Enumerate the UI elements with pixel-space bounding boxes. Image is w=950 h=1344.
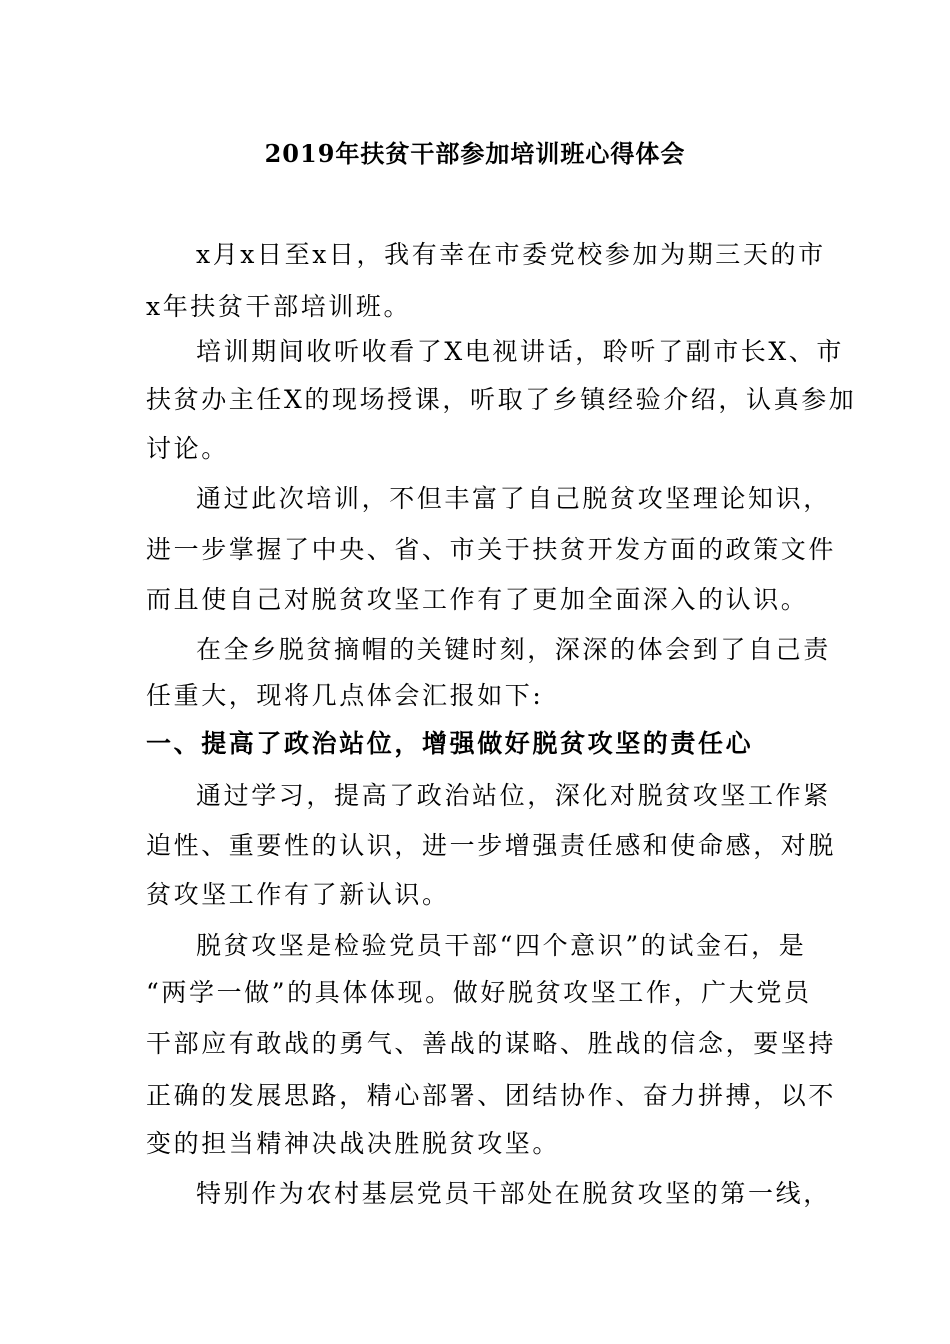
paragraph-line: 干部应有敢战的勇气、善战的谋略、胜战的信念，要坚持 bbox=[146, 1029, 837, 1058]
paragraph-line: 通过此次培训，不但丰富了自己脱贫攻坚理论知识， bbox=[196, 484, 831, 513]
paragraph-line: 讨论。 bbox=[146, 434, 229, 463]
paragraph-line: x月x日至x日，我有幸在市委党校参加为期三天的市 bbox=[196, 240, 826, 269]
paragraph-line: 正确的发展思路，精心部署、团结协作、奋力拼搏，以不 bbox=[146, 1081, 837, 1110]
paragraph-line: x年扶贫干部培训班。 bbox=[146, 292, 412, 321]
paragraph-line: 贫攻坚工作有了新认识。 bbox=[146, 880, 450, 909]
paragraph-line: 迫性、重要性的认识，进一步增强责任感和使命感，对脱 bbox=[146, 831, 837, 860]
paragraph-line: 特别作为农村基层党员干部处在脱贫攻坚的第一线， bbox=[196, 1179, 831, 1208]
paragraph-line: 脱贫攻坚是检验党员干部“四个意识”的试金石，是 bbox=[196, 931, 807, 960]
paragraph-line: 任重大，现将几点体会汇报如下: bbox=[146, 681, 544, 710]
paragraph-line: 培训期间收听收看了X电视讲话，聆听了副市长X、市 bbox=[196, 337, 844, 366]
document-title: 2019年扶贫干部参加培训班心得体会 bbox=[264, 139, 686, 168]
paragraph-line: 进一步掌握了中央、省、市关于扶贫开发方面的政策文件 bbox=[146, 535, 837, 564]
paragraph-line: “两学一做”的具体体现。做好脱贫攻坚工作，广大党员 bbox=[146, 978, 812, 1007]
paragraph-line: 而且使自己对脱贫攻坚工作有了更加全面深入的认识。 bbox=[146, 585, 809, 614]
paragraph-line: 在全乡脱贫摘帽的关键时刻，深深的体会到了自己责 bbox=[196, 635, 831, 664]
paragraph-line: 通过学习，提高了政治站位，深化对脱贫攻坚工作紧 bbox=[196, 781, 831, 810]
paragraph-line: 变的担当精神决战决胜脱贫攻坚。 bbox=[146, 1129, 561, 1158]
section-heading: 一、提高了政治站位，增强做好脱贫攻坚的责任心 bbox=[146, 729, 754, 758]
paragraph-line: 扶贫办主任X的现场授课，听取了乡镇经验介绍，认真参加 bbox=[146, 385, 857, 414]
